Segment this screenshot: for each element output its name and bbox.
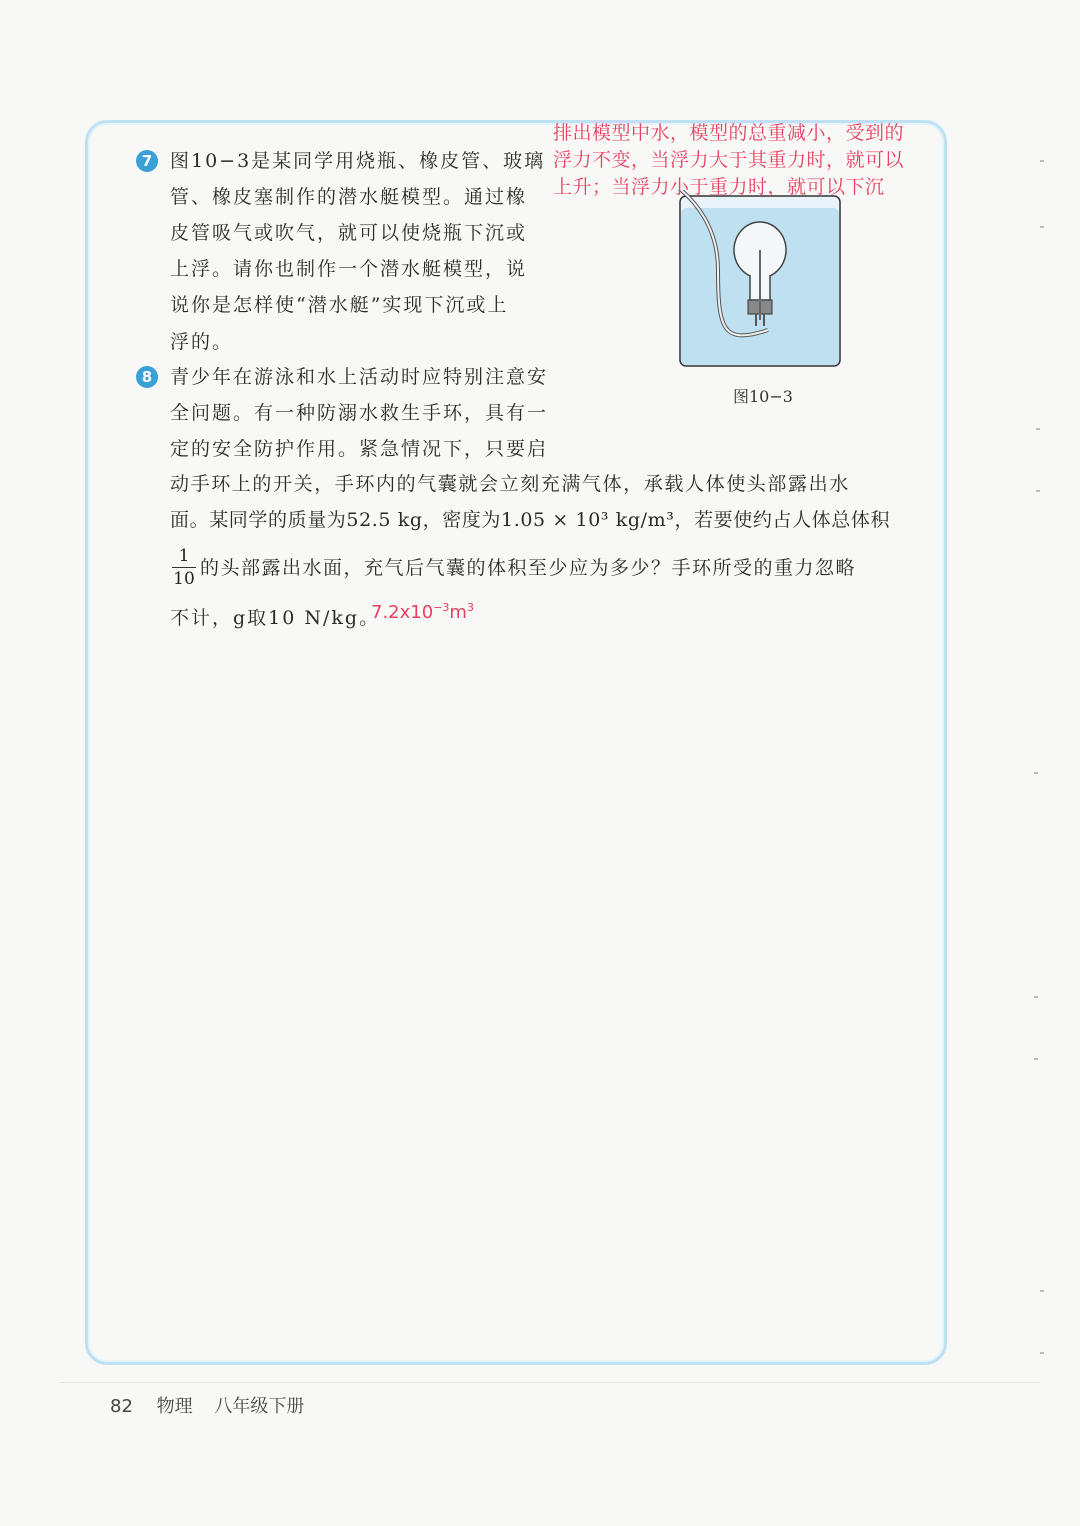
scan-mark xyxy=(1036,490,1040,492)
question-7-line-4: 上浮。请你也制作一个潜水艇模型，说 xyxy=(170,258,528,280)
scan-mark xyxy=(1034,1058,1038,1060)
question-8-line-5: 面。某同学的质量为52.5 kg，密度为1.05 × 10³ kg/m³，若要使约占人体总体积 xyxy=(170,509,891,531)
fraction-one-tenth xyxy=(172,546,196,589)
answer-unit: m xyxy=(449,602,467,623)
question-8-line-7: 不计，g取10 N/kg。 xyxy=(170,607,381,629)
scan-mark xyxy=(1040,1352,1044,1354)
answer-unit-exponent: 3 xyxy=(466,601,474,614)
question-8-line-1: 青少年在游泳和水上活动时应特别注意安 xyxy=(170,366,549,388)
question-7-line-3: 皮管吸气或吹气，就可以使烧瓶下沉或 xyxy=(170,222,528,244)
fraction-bar xyxy=(172,567,196,568)
question-7-badge: 7 xyxy=(136,150,158,172)
submarine-model-figure xyxy=(678,190,842,370)
scan-mark xyxy=(1034,772,1038,774)
question-8-line-2: 全问题。有一种防溺水救生手环，具有一 xyxy=(170,402,549,424)
page-footer xyxy=(110,1392,304,1418)
annotation-line-3: 上升；当浮力小于重力时，就可以下沉 xyxy=(553,176,885,198)
footer-rule xyxy=(60,1382,1040,1383)
scan-mark xyxy=(1034,996,1038,998)
subject-label: 物理 xyxy=(156,1396,193,1417)
question-8-line-4: 动手环上的开关，手环内的气囊就会立刻充满气体，承载人体使头部露出水 xyxy=(170,473,850,495)
question-8-line-3: 定的安全防护作用。紧急情况下，只要启 xyxy=(170,438,549,460)
scan-mark xyxy=(1040,226,1044,228)
question-7-line-5: 说你是怎样使“潜水艇”实现下沉或上 xyxy=(170,294,509,316)
scan-mark xyxy=(1036,428,1040,430)
annotation-line-2: 浮力不变，当浮力大于其重力时，就可以 xyxy=(553,149,905,171)
answer-base: 7.2x10 xyxy=(371,602,434,623)
question-8-line-6: 的头部露出水面，充气后气囊的体积至少应为多少？手环所受的重力忽略 xyxy=(200,557,857,579)
scan-mark xyxy=(1040,160,1044,162)
annotation-line-1: 排出模型中水，模型的总重减小，受到的 xyxy=(553,122,905,144)
page-number: 82 xyxy=(110,1396,133,1417)
question-7-line-1: 图10−3是某同学用烧瓶、橡皮管、玻璃 xyxy=(170,150,546,172)
grade-label: 八年级下册 xyxy=(214,1396,305,1417)
fraction-numerator: 1 xyxy=(178,546,190,566)
question-7-line-6: 浮的。 xyxy=(170,331,234,353)
figure-caption: 图10−3 xyxy=(733,387,793,406)
scan-mark xyxy=(1040,1290,1044,1292)
question-7-line-2: 管、橡皮塞制作的潜水艇模型。通过橡 xyxy=(170,186,528,208)
handwritten-answer xyxy=(371,601,474,623)
question-8-badge: 8 xyxy=(136,366,158,388)
answer-exponent: −3 xyxy=(433,601,450,614)
fraction-denominator: 10 xyxy=(173,569,195,589)
